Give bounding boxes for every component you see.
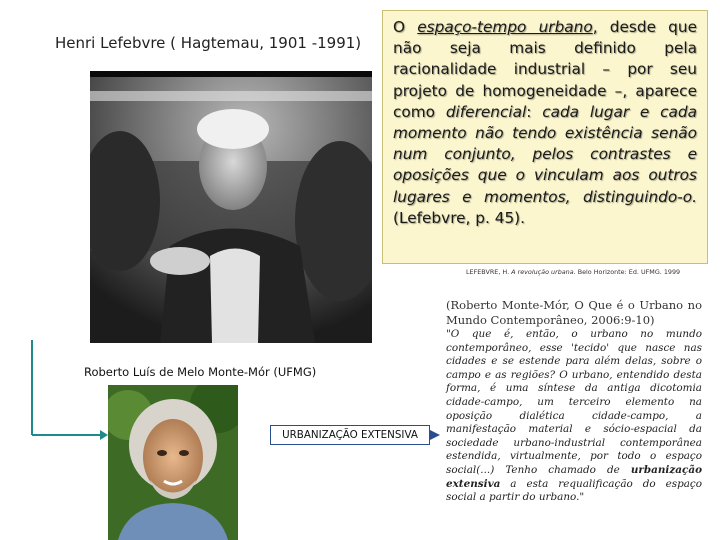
urbanizacao-extensiva-label: URBANIZAÇÃO EXTENSIVA	[270, 425, 430, 445]
quote-part-1: O	[393, 18, 418, 36]
quote-part-2: , desde que não seja mais definido pela racionalidade industrial – por seu projeto de homogeneidade –, aparece como	[393, 18, 697, 121]
citation-publisher: . Belo Horizonte: Ed. UFMG. 1999	[573, 268, 681, 276]
citation-author: LEFEBVRE, H.	[466, 268, 512, 276]
henri-lefebvre-title: Henri Lefebvre ( Hagtemau, 1901 -1991)	[55, 34, 362, 52]
quote-term-espaco-tempo: espaço-tempo urbano	[417, 18, 593, 36]
connector-arrow	[30, 340, 450, 490]
lefebvre-citation	[466, 268, 680, 276]
quote-term-diferencial: diferencial	[445, 102, 527, 121]
roberto-monte-mor-photo	[108, 385, 238, 540]
monte-mor-quote-body	[446, 328, 702, 505]
monte-mor-quote-heading: (Roberto Monte-Mór, O Que é o Urbano no Mundo Contemporâneo, 2006:9-10)	[446, 298, 702, 327]
quote-part-3: :	[526, 102, 543, 121]
citation-book-title: A revolução urbana	[511, 268, 574, 276]
lefebvre-quote-text	[393, 17, 697, 229]
lefebvre-quote-box	[382, 10, 708, 264]
monte-mor-quote	[446, 298, 702, 505]
quote-part-4: cada lugar e cada momento não tendo existência senão num conjunto, pelos contrastes e oposições que o vinculam aos outros lugares e momentos, distinguindo-o.	[393, 102, 697, 206]
henri-lefebvre-photo-graphic	[90, 71, 372, 343]
monte-mor-quote-bold-term: urbanização extensiva	[446, 463, 702, 490]
monte-mor-quote-part-1: "O que é, então, o urbano no mundo contemporâneo, esse 'tecido' que nasce nas cidades e se estende para além delas, sobre o campo e as regiões? O urbano, entendido desta forma, é uma síntese da antiga dicotomia cidade-campo, um terceiro elemento na oposição dialética cidade-campo, a manifestação material e sócio-espacial da sociedade urbano-industrial contemporânea estendida, virtualmente, por todo o espaço social(...) Tenho chamado de	[446, 328, 702, 476]
monte-mor-quote-part-2: a esta requalificação do espaço social a partir do urbano."	[446, 477, 702, 504]
roberto-monte-mor-caption: Roberto Luís de Melo Monte-Mór (UFMG)	[84, 365, 317, 379]
quote-part-5: (Lefebvre, p. 45).	[393, 208, 526, 227]
henri-lefebvre-photo	[90, 71, 372, 343]
roberto-monte-mor-photo-graphic	[108, 385, 238, 540]
